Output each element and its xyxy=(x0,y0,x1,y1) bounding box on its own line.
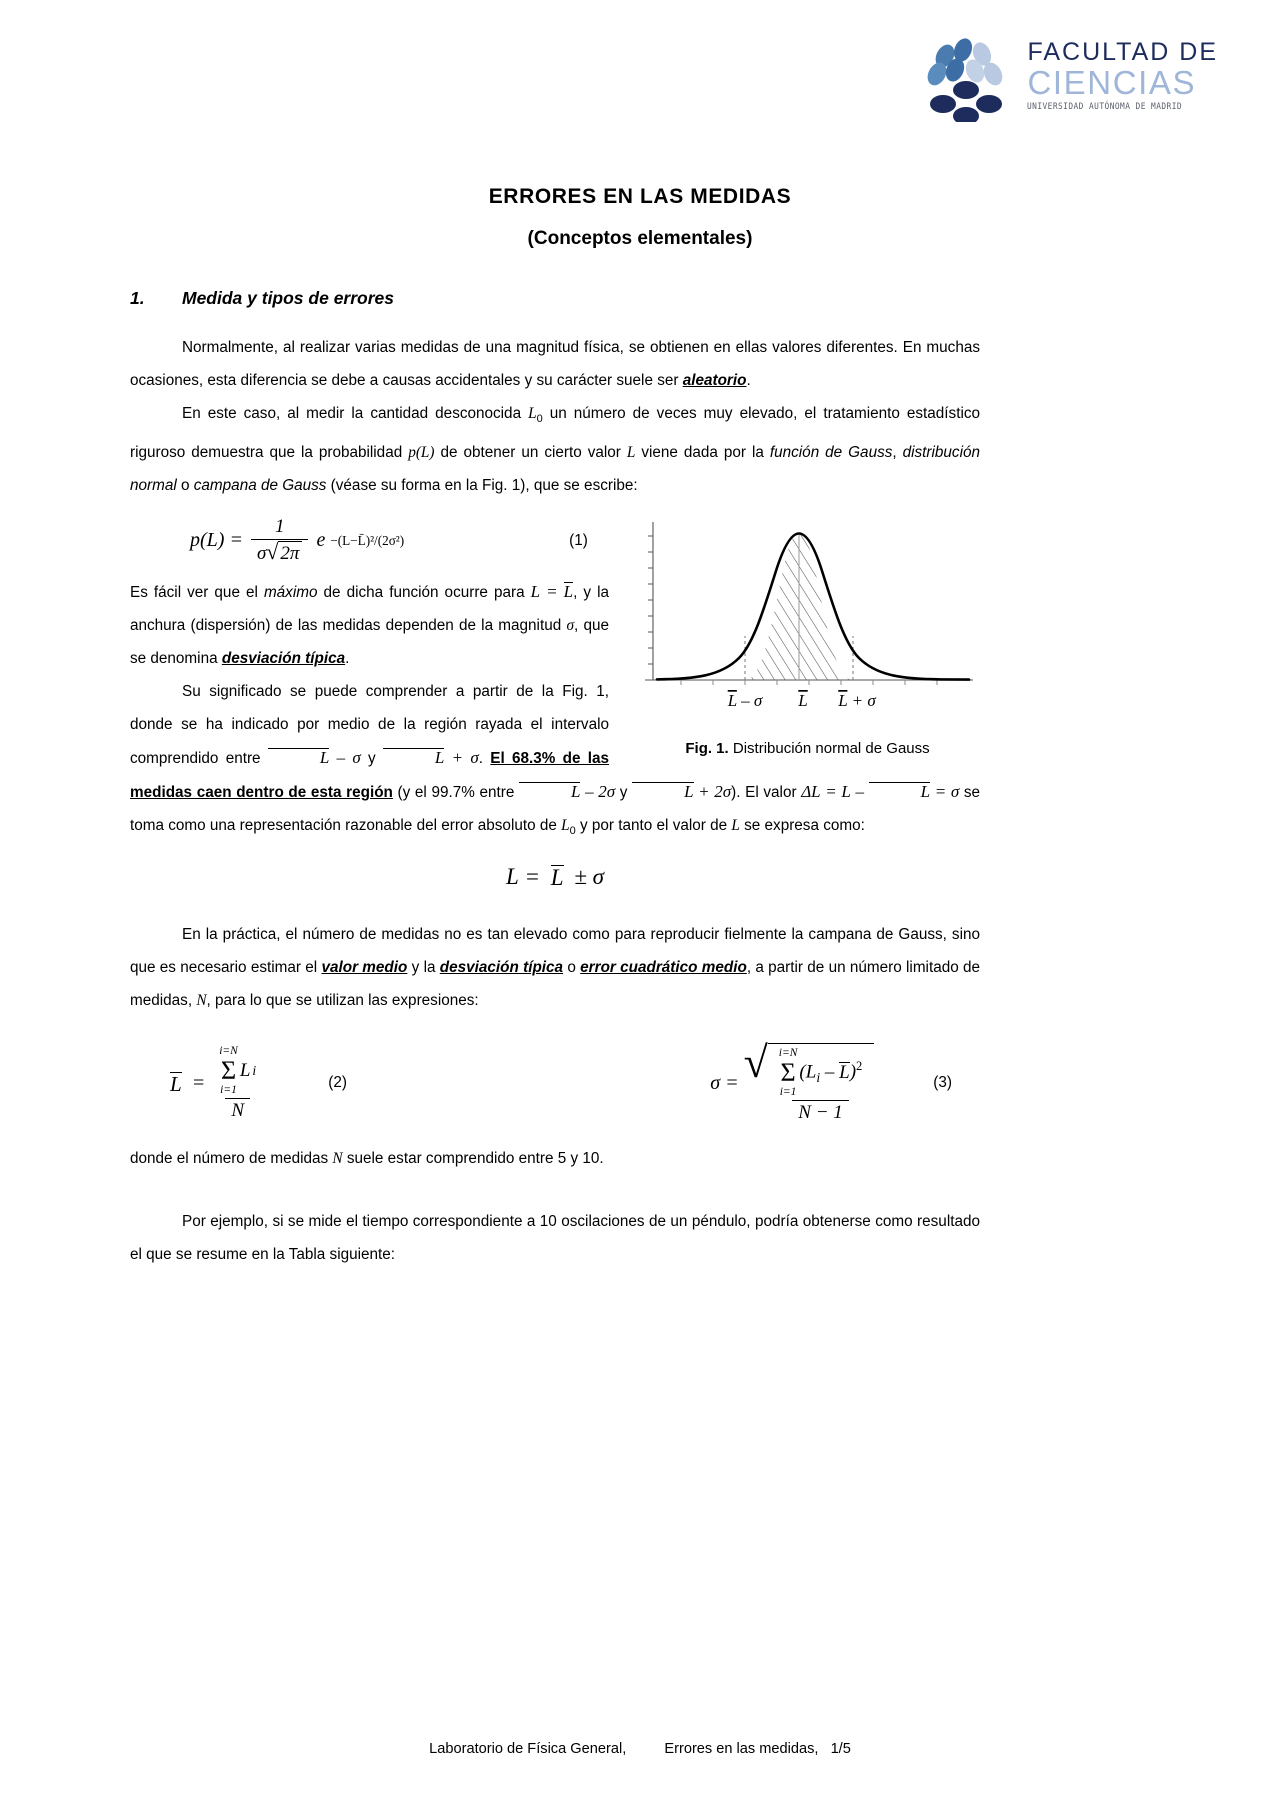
inline-eq-L-minus-sigma: L – σ xyxy=(268,748,361,767)
logo-university-line: UNIVERSIDAD AUTÓNOMA DE MADRID xyxy=(1027,101,1183,112)
equation-1-number: (1) xyxy=(569,531,588,549)
inline-eq-L-minus-2sigma: L – 2σ xyxy=(519,782,615,801)
inline-eq-delta-L: ΔL = L – L = σ xyxy=(801,782,960,802)
equation-center-row xyxy=(130,864,980,890)
equation-3: σ = √ i=N Σ i=1 $(L_i - L)^2$ N − 1 (3) xyxy=(710,1038,952,1123)
figure-caption xyxy=(635,740,980,757)
paragraph-4: Su significado se puede comprender a partir de la Fig. 1, donde se ha indicado por medio de la región rayada el intervalo comprendido entre L – σ y L + σ. El 68.3% de las medidas caen dentro de esta región (y el 99.7% entre L – 2σ y L + 2σ). El valor ΔL = L – L = σ se toma como una representación razonable del error absoluto de $L_0$ y por tanto el valor de L se expresa como: xyxy=(130,683,981,838)
equation-1: p(L) = 1 σ √ 2π e −(L−L̄)²/(2σ²) xyxy=(190,516,405,565)
emphasis-valor-medio: valor medio xyxy=(321,959,408,977)
xtick-L-plus-sigma: L + σ xyxy=(838,691,876,711)
emphasis-aleatorio: aleatorio xyxy=(682,372,747,389)
emphasis-683-percent: El 68.3% de las medidas caen dentro de esta región xyxy=(130,750,610,802)
footer-topic: Errores en las medidas, xyxy=(664,1741,819,1757)
uam-grape-logo-icon xyxy=(919,34,1011,122)
xtick-L-minus-sigma: L – σ xyxy=(727,691,763,711)
eq3-summation: i=N Σ i=1 xyxy=(778,1047,798,1099)
footer-page-number: 1/5 xyxy=(830,1741,851,1757)
xtick-L-bar: L xyxy=(798,691,808,711)
inline-eq-L-equals-Lbar: L = L xyxy=(530,582,574,602)
eq2-summation: i=N Σ i=1 xyxy=(219,1045,238,1097)
paragraph-1: Normalmente, al realizar varias medidas de una magnitud física, se obtienen en ellas valores diferentes. En muchas ocasiones, esta diferencia se debe a causas accidentales y su carácter suele ser aleatorio. xyxy=(130,339,980,389)
logo-faculty-line: FACULTAD DE xyxy=(1027,38,1218,66)
section-heading xyxy=(130,288,980,309)
eq3-summand: $(L_i - L)^2$ xyxy=(799,1059,863,1086)
figure-caption-text: Distribución normal de Gauss xyxy=(732,740,930,758)
paragraph-5: En la práctica, el número de medidas no es tan elevado como para reproducir fielmente la campana de Gauss, sino que es necesario estimar el valor medio y la desviación típica o error cuadrático medio, a partir de un número limitado de medidas, N, para lo que se utilizan las expresiones: xyxy=(130,926,981,1010)
footer-lab: Laboratorio de Física General, xyxy=(429,1741,627,1757)
equation-2-fraction: i=N Σ i=1 L i N xyxy=(219,1045,257,1121)
gaussian-curve-chart xyxy=(635,508,980,723)
equation-3-number: (3) xyxy=(933,1074,952,1092)
inline-eq-L-plus-sigma: L + σ xyxy=(383,748,479,767)
figure-caption-label: Fig. 1. xyxy=(685,740,729,758)
equation-1-fraction: 1 σ √ 2π xyxy=(251,516,308,565)
eq1-denominator: σ √ 2π xyxy=(251,539,308,565)
logo-sciences-line: CIENCIAS xyxy=(1027,63,1197,101)
page-title: ERRORES EN LAS MEDIDAS xyxy=(488,185,792,208)
paragraph-3: Es fácil ver que el máximo de dicha función ocurre para L = L, y la anchura (dispersión) de las medidas dependen de la magnitud σ, que se denomina desviación típica. xyxy=(130,582,609,668)
emphasis-desviacion-tipica-2: desviación típica xyxy=(439,959,564,977)
paragraph-2: En este caso, al medir la cantidad desconocida $L_0$ un número de veces muy elevado, el tratamiento estadístico riguroso demuestra que la probabilidad p(L) de obtener un cierto valor L viene dada por la función de Gauss, distribución normal o campana de Gauss (véase su forma en la Fig. 1), que se escribe: xyxy=(130,405,980,495)
emphasis-desviacion-tipica: desviación típica xyxy=(221,650,346,668)
section-number: 1. xyxy=(130,288,145,308)
equation-3-sqrt: √ i=N Σ i=1 $(L_i - L)^2$ N − 1 xyxy=(744,1043,875,1123)
paragraph-6: donde el número de medidas N suele estar comprendido entre 5 y 10. xyxy=(130,1149,604,1167)
paragraph-7: Por ejemplo, si se mide el tiempo correspondiente a 10 oscilaciones de un péndulo, podría obtenerse como resultado el que se resume en la Tabla siguiente: xyxy=(130,1212,980,1263)
section-title: Medida y tipos de errores xyxy=(182,288,395,308)
inline-eq-L-plus-2sigma: L + 2σ xyxy=(632,782,731,801)
page-footer xyxy=(0,1741,1280,1757)
institution-logo xyxy=(919,34,1218,122)
equation-1-row xyxy=(130,516,609,565)
document-body xyxy=(130,288,980,1271)
figure-gauss xyxy=(635,508,980,757)
equations-2-3-row xyxy=(130,1038,980,1123)
equation-3-fraction: i=N Σ i=1 $(L_i - L)^2$ N − 1 xyxy=(778,1047,863,1123)
equation-2: L = i=N Σ i=1 L i N (2) xyxy=(170,1045,347,1121)
page-subtitle: (Conceptos elementales) xyxy=(527,228,753,249)
equation-2-number: (2) xyxy=(328,1074,347,1092)
emphasis-error-cuadratico: error cuadrático medio xyxy=(580,959,747,977)
equation-L-equals-Lbar-pm-sigma: L = L ± σ xyxy=(505,864,605,890)
eq1-exponent: −(L−L̄)²/(2σ²) xyxy=(330,532,405,548)
